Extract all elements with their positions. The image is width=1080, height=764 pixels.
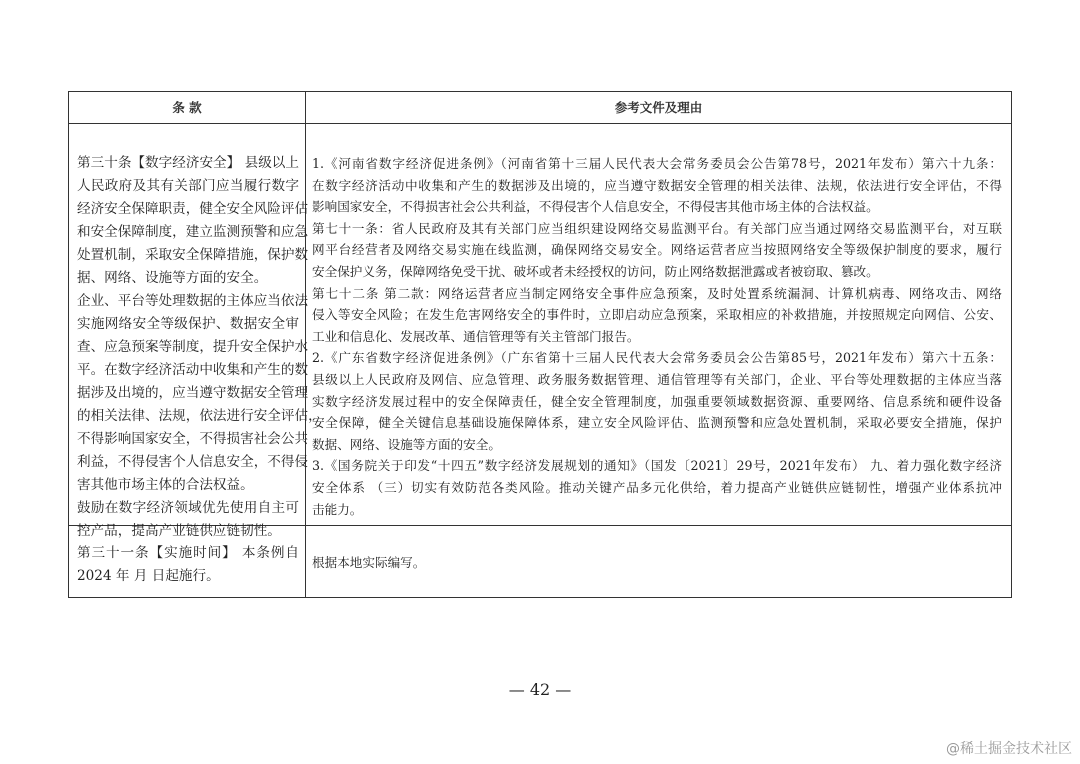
text-line: 2024 年 月 日起施行。: [77, 568, 220, 584]
text-line: 查、应急预案等制度，提升安全保护水: [77, 339, 309, 355]
text-line: 和安全保障制度，建立监测预警和应急: [77, 224, 309, 240]
text-line: 平。在数字经济活动中收集和产生的数: [77, 362, 309, 378]
text-line: 2.《广东省数字经济促进条例》（广东省第十三届人民代表大会常务委员会公告第85号，2021年发布）第六十五条：: [312, 350, 1002, 366]
header-clause: 条 款: [172, 100, 202, 115]
text-line: 根据本地实际编写。: [312, 555, 426, 570]
text-line: 县级以上人民政府及网信、应急管理、政务服务数据管理、通信管理等有关部门，企业、平台等处理数据的主体应当落: [312, 371, 1002, 387]
text-line: 实数字经济发展过程中的安全保障责任，健全安全管理制度，加强重要领域数据资源、重要网络、信息系统和硬件设备: [312, 393, 1002, 409]
page-number: — 42 —: [508, 680, 572, 699]
text-line: 工业和信息化、发展改革、通信管理等有关主管部门报告。: [312, 328, 640, 344]
text-line: 1.《河南省数字经济促进条例》（河南省第十三届人民代表大会常务委员会公告第78号，2021年发布）第六十九条：: [312, 156, 1002, 171]
text-line: 第七十二条 第二款：网络运营者应当制定网络安全事件应急预案，及时处置系统漏洞、计算机病毒、网络攻击、网络: [312, 285, 1002, 301]
text-line: 控产品，提高产业链供应链韧性。: [77, 523, 281, 539]
reference-cell-article-30: [312, 153, 1002, 520]
clause-cell-article-31: [77, 542, 299, 588]
text-line: 侵入等安全风险；在发生危害网络安全的事件时，立即启动应急预案，采取相应的补救措施，并按照规定向网信、公安、: [312, 307, 1002, 323]
text-line: 处置机制，采取安全保障措施，保护数: [77, 247, 309, 263]
watermark: @稀土掘金技术社区: [946, 741, 1072, 757]
row-divider: [69, 123, 1011, 124]
text-line: 第三十一条【实施时间】 本条例自: [77, 545, 299, 561]
text-line: 据涉及出境的，应当遵守数据安全管理: [77, 385, 309, 401]
text-line: 利益，不得侵害个人信息安全，不得侵: [77, 454, 309, 470]
text-line: 第三十条【数字经济安全】 县级以上: [77, 155, 299, 171]
text-line: 3.《国务院关于印发“十四五”数字经济发展规划的通知》（国发〔2021〕29号，2021年发布） 九、着力强化数字经济: [312, 458, 1002, 474]
text-line: 鼓励在数字经济领域优先使用自主可: [77, 500, 299, 516]
clause-table: [68, 91, 1012, 598]
text-line: 企业、平台等处理数据的主体应当依法: [77, 293, 309, 309]
header-reference: 参考文件及理由: [614, 100, 703, 115]
text-line: 的相关法律、法规，依法进行安全评估，: [77, 408, 322, 424]
text-line: 不得影响国家安全，不得损害社会公共: [77, 431, 309, 447]
text-line: 击能力。: [312, 501, 363, 517]
text-line: 在数字经济活动中收集和产生的数据涉及出境的，应当遵守数据安全管理的相关法律、法规，依法进行安全评估，不得: [312, 177, 1002, 193]
clause-cell-article-30: [77, 152, 322, 543]
text-line: 第七十一条：省人民政府及其有关部门应当组织建设网络交易监测平台。有关部门应当通过网络交易监测平台，对互联: [312, 220, 1002, 236]
text-line: 网平台经营者及网络交易实施在线监测，确保网络交易安全。网络运营者应当按照网络安全等级保护制度的要求，履行: [312, 242, 1002, 258]
text-line: 经济安全保障职责，健全安全风险评估: [77, 201, 309, 217]
text-line: 影响国家安全，不得损害社会公共利益，不得侵害个人信息安全，不得侵害其他市场主体的合法权益。: [312, 199, 879, 215]
text-line: 实施网络安全等级保护、数据安全审: [77, 316, 299, 332]
reference-cell-article-31: [312, 552, 1002, 574]
text-line: 害其他市场主体的合法权益。: [77, 477, 254, 493]
text-line: 安全保护义务，保障网络免受干扰、破坏或者未经授权的访问，防止网络数据泄露或者被窃取、篡改。: [312, 263, 879, 279]
text-line: 人民政府及其有关部门应当履行数字: [77, 178, 299, 194]
text-line: 安全保障，健全关键信息基础设施保障体系，建立安全风险评估、监测预警和应急处置机制，采取必要安全措施，保护: [312, 415, 1002, 431]
text-line: 数据、网络、设施等方面的安全。: [312, 436, 501, 452]
text-line: 安全体系 （三）切实有效防范各类风险。推动关键产品多元化供给，着力提高产业链供应链韧性，增强产业体系抗冲: [312, 479, 1002, 495]
text-line: 据、网络、设施等方面的安全。: [77, 270, 268, 286]
